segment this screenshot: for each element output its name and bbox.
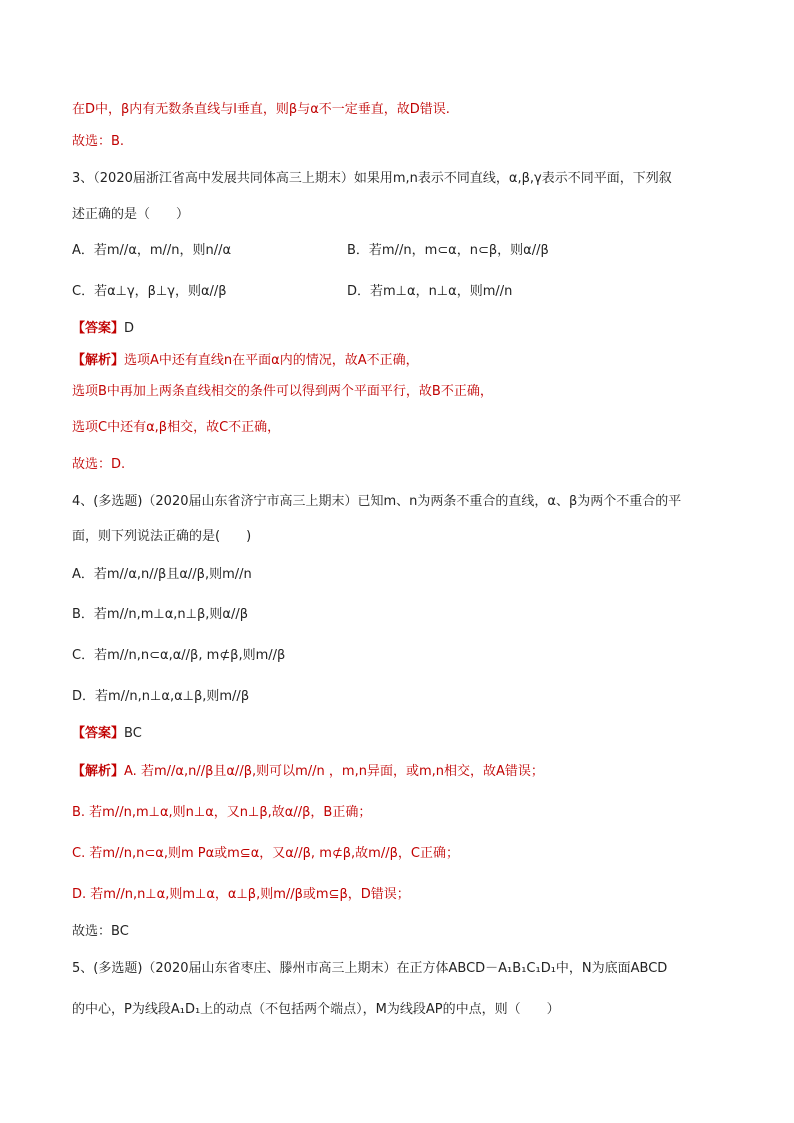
question-4-explanation-line-1	[72, 763, 734, 781]
question-4-choose-line: 故选：BC	[72, 924, 129, 939]
question-3-explanation-line-2: 选项B中再加上两条直线相交的条件可以得到两个平面平行，故B不正确，	[72, 384, 493, 399]
question-3-option-d: D．若m⊥α，n⊥α，则m//n	[347, 284, 513, 299]
answer-value: D	[124, 321, 135, 336]
answer-label: 【答案】	[72, 726, 125, 741]
explanation-label: 【解析】	[72, 764, 125, 779]
question-4-option-c: C．若m//n,n⊂α,α//β, m⊄β,则m//β	[72, 648, 286, 663]
explanation-text: A. 若m//α,n//β且α//β,则可以m//n ，m,n异面，或m,n相交，故A错误；	[124, 764, 544, 779]
answer-value: BC	[124, 726, 142, 741]
question-4-option-d: D．若m//n,n⊥α,α⊥β,则m//β	[72, 689, 250, 704]
question-3-option-a: A．若m//α，m//n，则n//α	[72, 243, 232, 258]
question-4-explanation-line-4: D. 若m//n,n⊥α,则m⊥α，α⊥β,则m//β或m⊆β，D错误；	[72, 887, 410, 902]
answer-label: 【答案】	[72, 321, 125, 336]
question-4-answer	[72, 725, 734, 743]
question-3-explanation-line-3: 选项C中还有α,β相交，故C不正确，	[72, 420, 281, 435]
question-3-stem-line-2: 述正确的是（ ）	[72, 207, 190, 222]
question-3-explanation-line-4: 故选：D.	[72, 457, 126, 472]
explanation-label: 【解析】	[72, 353, 125, 368]
question-4-option-a: A．若m//α,n//β且α//β,则m//n	[72, 567, 252, 582]
question-4-stem-line-2: 面，则下列说法正确的是( )	[72, 529, 252, 544]
question-5-stem-line-2: 的中心，P为线段A₁D₁上的动点（不包括两个端点），M为线段AP的中点，则（ ）	[72, 1002, 560, 1017]
question-3-option-b: B．若m//n，m⊂α，n⊂β，则α//β	[347, 243, 549, 258]
question-4-explanation-line-2: B. 若m//n,m⊥α,则n⊥α，又n⊥β,故α//β，B正确；	[72, 805, 372, 820]
explanation-text: 选项A中还有直线n在平面α内的情况，故A不正确，	[124, 353, 419, 368]
question-4-explanation-line-3: C. 若m//n,n⊂α,则m Pα或m⊆α，又α//β, m⊄β,故m//β，C正确；	[72, 846, 459, 861]
text-line-d-explanation: 在D中，β内有无数条直线与l垂直，则β与α不一定垂直，故D错误.	[72, 102, 450, 117]
question-4-stem-line-1: 4、(多选题)（2020届山东省济宁市高三上期末）已知m、n为两条不重合的直线，α、β为两个不重合的平	[72, 494, 682, 509]
question-3-explanation-line-1	[72, 352, 734, 370]
question-3-option-c: C．若α⊥γ，β⊥γ，则α//β	[72, 284, 227, 299]
question-4-option-b: B．若m//n,m⊥α,n⊥β,则α//β	[72, 607, 249, 622]
text-line-choose-b: 故选：B.	[72, 134, 125, 149]
question-3-answer	[72, 320, 734, 338]
question-5-stem-line-1: 5、(多选题)（2020届山东省枣庄、滕州市高三上期末）在正方体ABCD－A₁B₁C₁D₁中，N为底面ABCD	[72, 961, 668, 976]
question-3-stem-line-1: 3、（2020届浙江省高中发展共同体高三上期末）如果用m,n表示不同直线，α,β,γ表示不同平面，下列叙	[72, 171, 672, 186]
